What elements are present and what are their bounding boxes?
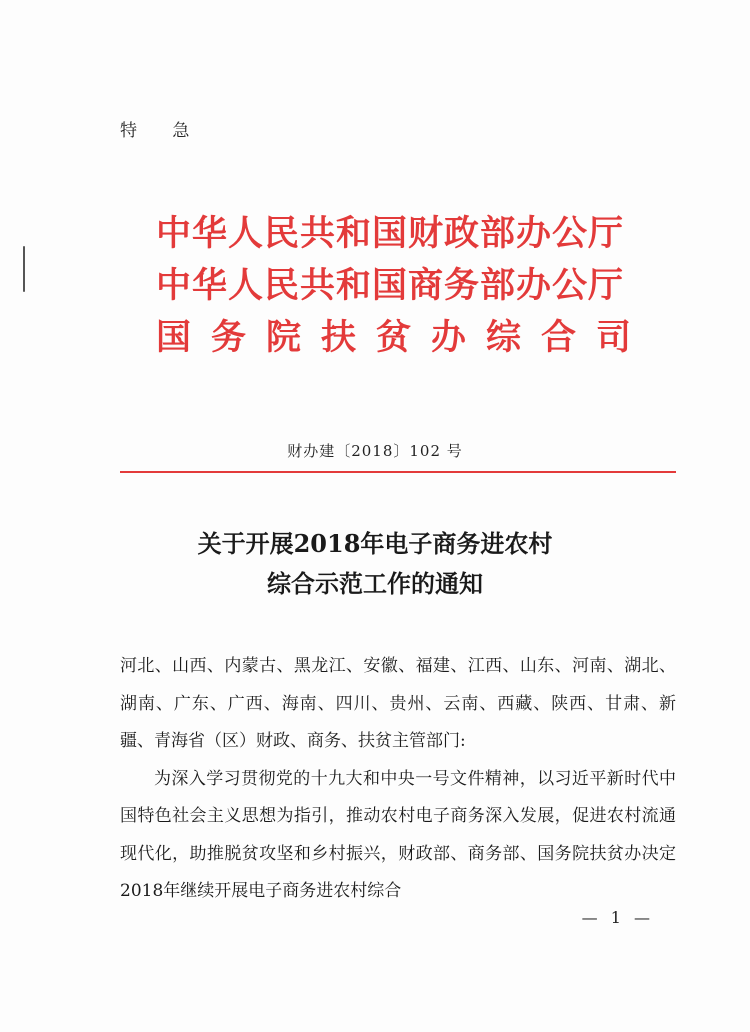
document-body: [120, 648, 676, 911]
urgency-label: 特 急: [120, 121, 205, 141]
page-number: — 1 —: [581, 908, 654, 927]
title-line-2: 综合示范工作的通知: [267, 569, 483, 598]
document-number: 财办建〔2018〕102 号: [287, 442, 463, 460]
document-title: [0, 524, 750, 604]
addressees-paragraph: 河北、山西、内蒙古、黑龙江、安徽、福建、江西、山东、河南、湖北、湖南、广东、广西、海南、四川、贵州、云南、西藏、陕西、甘肃、新疆、青海省（区）财政、商务、扶贫主管部门:: [120, 656, 676, 751]
title-line-1: 关于开展2018年电子商务进农村: [197, 529, 553, 558]
issuer-block: [156, 208, 676, 364]
binding-mark: [23, 246, 25, 292]
body-paragraph: 为深入学习贯彻党的十九大和中央一号文件精神，以习近平新时代中国特色社会主义思想为指引，推动农村电子商务深入发展，促进农村流通现代化，助推脱贫攻坚和乡村振兴，财政部、商务部、国务院扶贫办决定2018年继续开展电子商务进农村综合: [120, 768, 676, 901]
issuer-commerce-office: 中华人民共和国商务部办公厅: [156, 265, 625, 306]
issuer-finance-office: 中华人民共和国财政部办公厅: [156, 213, 625, 254]
red-divider: [120, 471, 676, 473]
issuer-poverty-office: 国务院扶贫办综合司: [156, 317, 652, 358]
